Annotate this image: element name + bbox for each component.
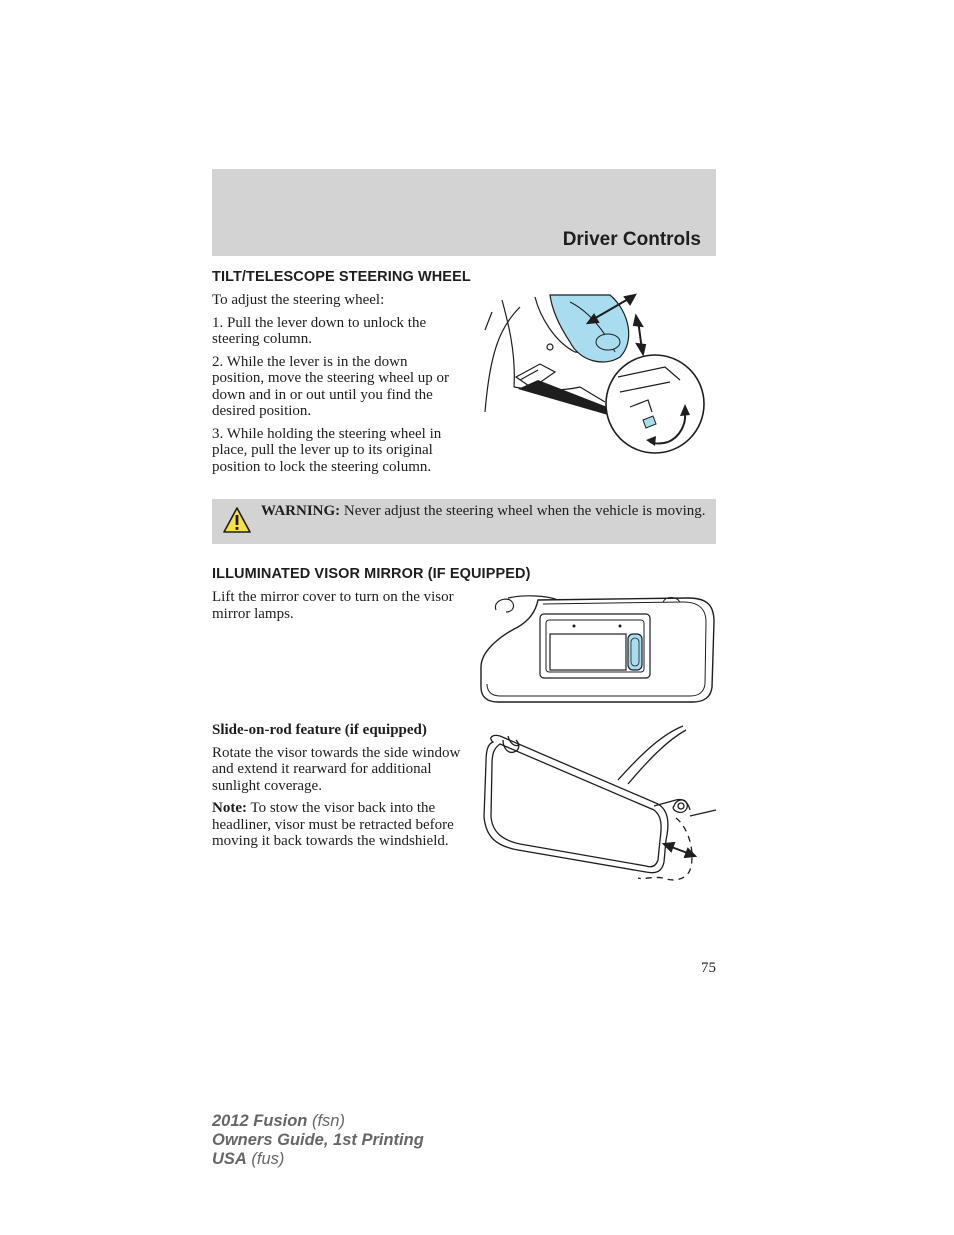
slide-note bbox=[212, 800, 462, 850]
visor-description bbox=[212, 589, 462, 628]
slide-text: Rotate the visor towards the side window and extend it rearward for additional sunlight coverage. bbox=[212, 744, 461, 794]
visor-text: Lift the mirror cover to turn on the visor mirror lamps. bbox=[212, 589, 454, 622]
footer-model-code: (fsn) bbox=[307, 1112, 345, 1130]
footer-region-line bbox=[212, 1150, 424, 1169]
footer-region: USA bbox=[212, 1150, 247, 1168]
visor-mirror-illustration bbox=[478, 592, 718, 706]
warning-triangle-icon bbox=[222, 506, 252, 534]
tilt-step-2: 2. While the lever is in the down position, move the steering wheel up or down and in or out until you find the desired position. bbox=[212, 353, 450, 419]
tilt-heading: TILT/TELESCOPE STEERING WHEEL bbox=[212, 269, 471, 285]
section-header-band bbox=[212, 169, 716, 256]
tilt-instructions bbox=[212, 292, 462, 481]
slide-heading: Slide-on-rod feature (if equipped) bbox=[212, 722, 427, 738]
slide-on-rod-section bbox=[212, 722, 462, 856]
section-title: Driver Controls bbox=[562, 229, 701, 250]
warning-message: Never adjust the steering wheel when the vehicle is moving. bbox=[340, 503, 706, 519]
steering-wheel-illustration bbox=[480, 292, 718, 454]
warning-label: WARNING: bbox=[261, 503, 341, 519]
slide-on-rod-visor-illustration bbox=[478, 722, 718, 884]
visor-heading: ILLUMINATED VISOR MIRROR (IF EQUIPPED) bbox=[212, 566, 531, 582]
footer-model-line bbox=[212, 1112, 424, 1131]
tilt-intro: To adjust the steering wheel: bbox=[212, 292, 385, 308]
tilt-step-1: 1. Pull the lever down to unlock the steering column. bbox=[212, 314, 427, 347]
note-label: Note: bbox=[212, 800, 247, 816]
footer-guide-line bbox=[212, 1131, 424, 1150]
warning-box bbox=[212, 499, 716, 544]
note-text: To stow the visor back into the headliner, visor must be retracted before moving it back towards the windshield. bbox=[212, 800, 454, 849]
page-number: 75 bbox=[701, 960, 716, 976]
footer bbox=[212, 1112, 424, 1169]
tilt-step-3: 3. While holding the steering wheel in place, pull the lever up to its original position to lock the steering column. bbox=[212, 425, 442, 475]
footer-guide: Owners Guide, 1st Printing bbox=[212, 1131, 424, 1149]
warning-text bbox=[261, 503, 707, 520]
footer-region-code: (fus) bbox=[246, 1150, 285, 1168]
footer-model: 2012 Fusion bbox=[212, 1112, 308, 1130]
